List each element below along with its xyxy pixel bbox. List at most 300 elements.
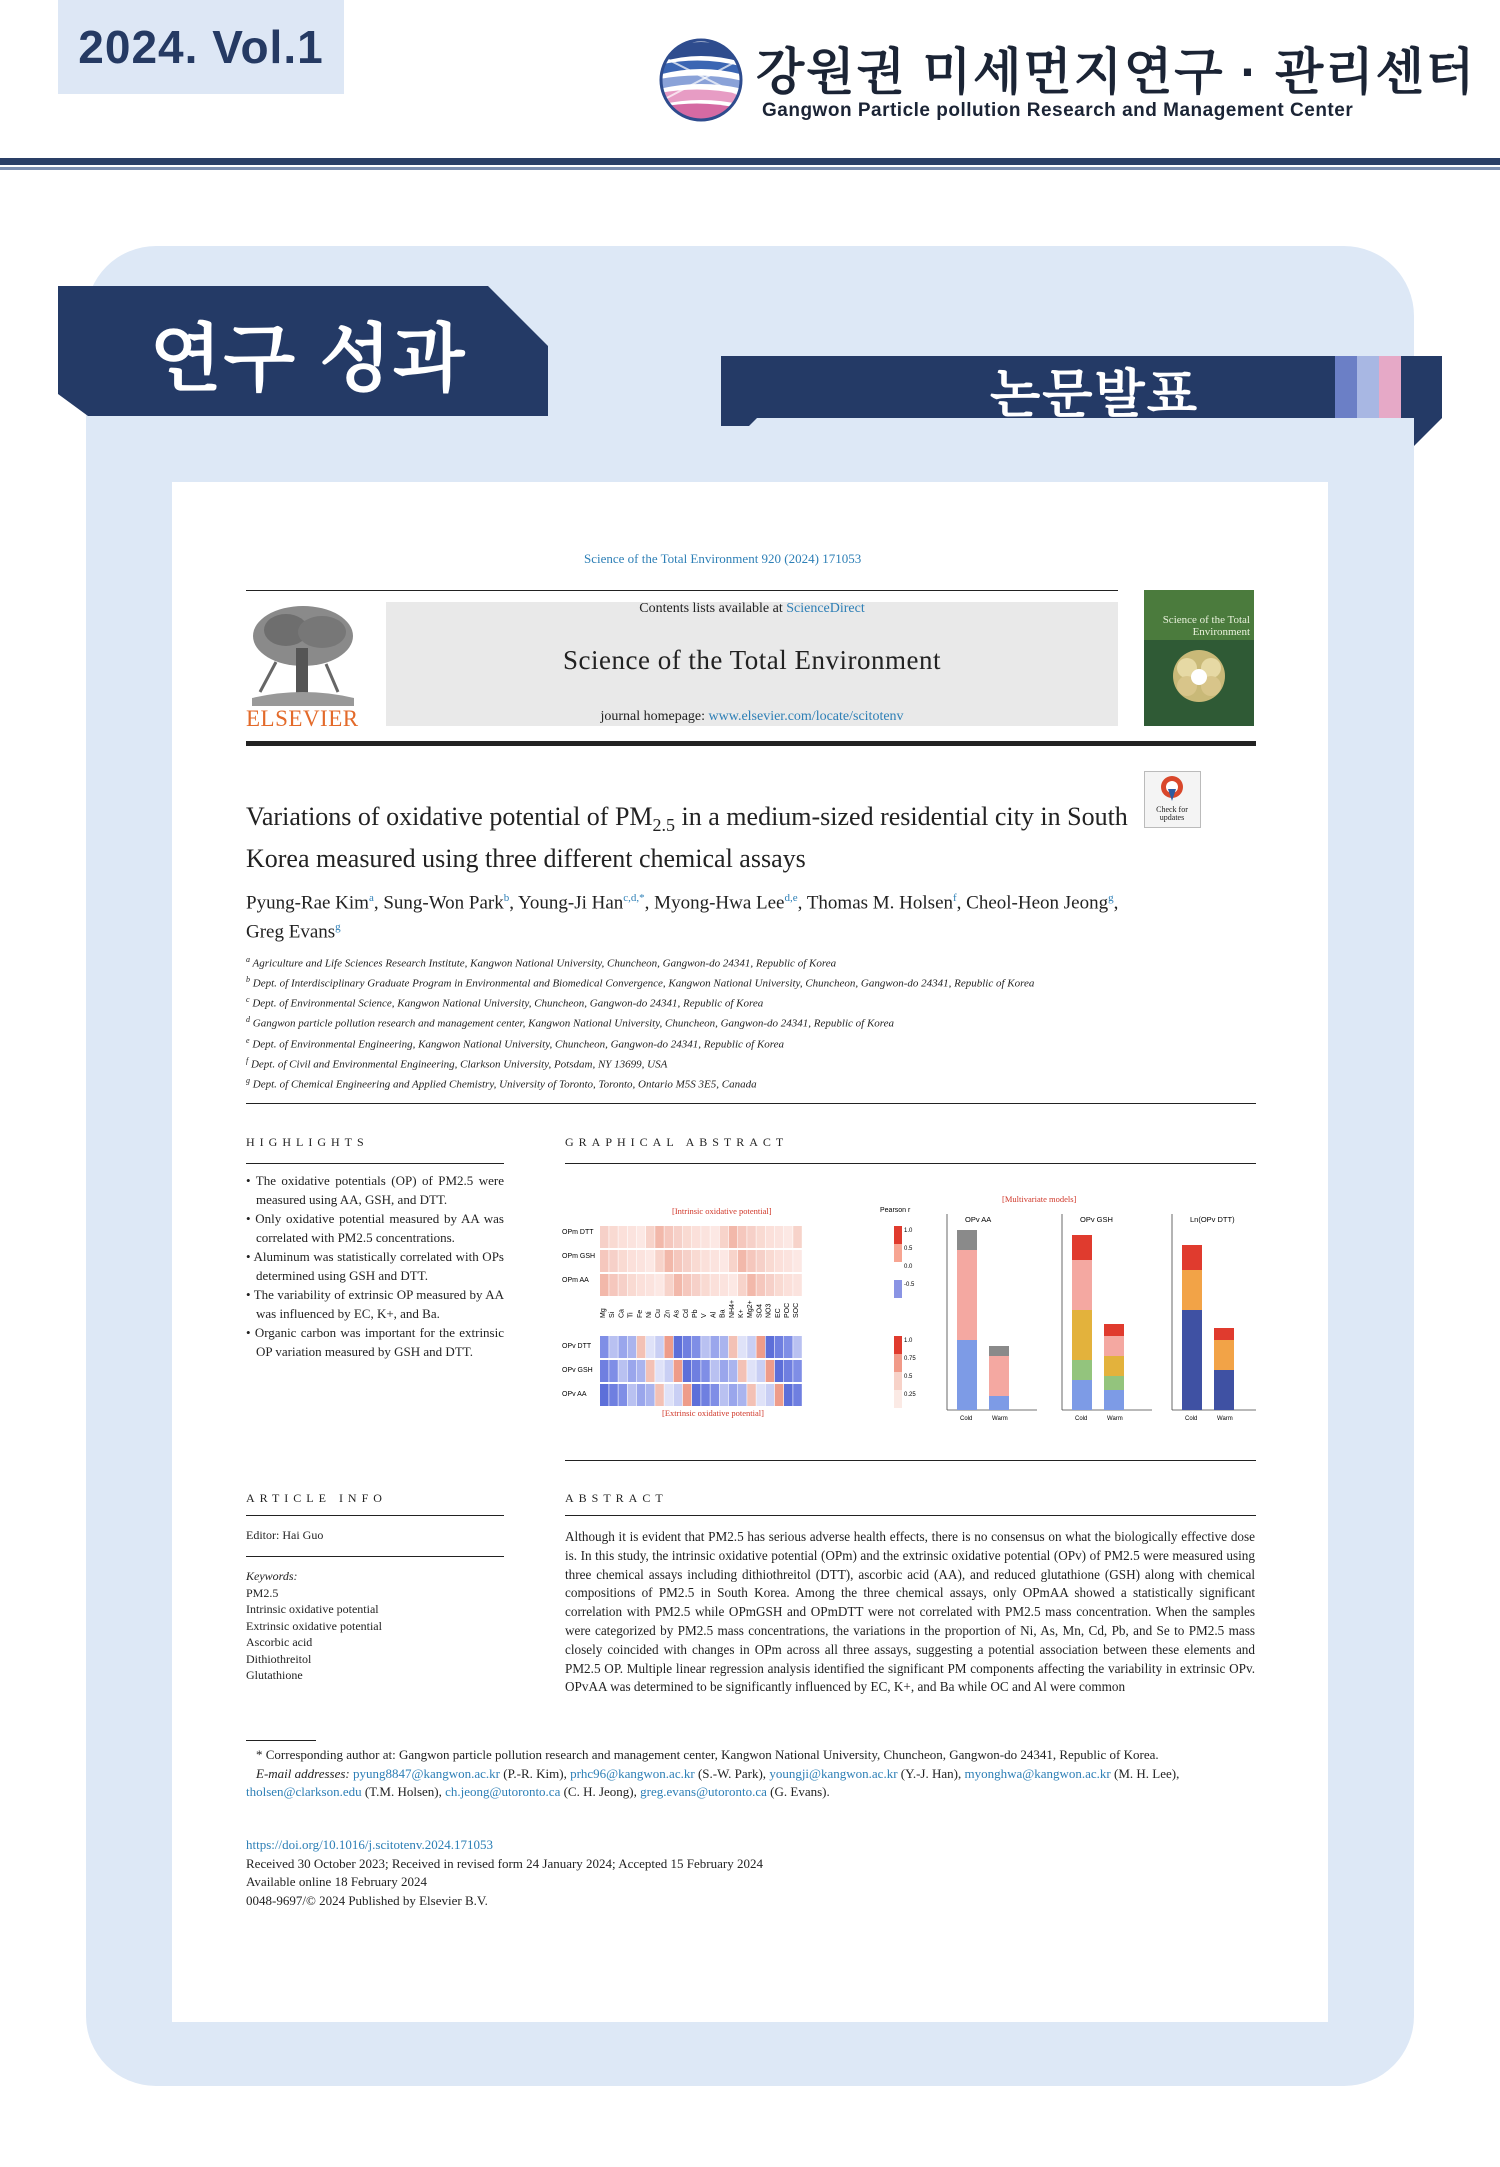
season-label: Warm (992, 1416, 1008, 1422)
heatmap-cell (729, 1274, 738, 1296)
heatmap-cell (793, 1250, 802, 1272)
color-scale-label: 1.0 (904, 1228, 913, 1234)
color-scale-step (894, 1390, 902, 1408)
homepage-prefix: journal homepage: (600, 709, 709, 724)
heatmap-cell (729, 1226, 738, 1248)
heatmap-cell (646, 1336, 655, 1358)
species-label: Zn (664, 1309, 672, 1318)
heatmap-row-label: OPm AA (562, 1277, 589, 1284)
heatmap-cell (701, 1226, 710, 1248)
heatmap-cell (655, 1384, 664, 1406)
heatmap-cell (600, 1226, 609, 1248)
heatmap-cell (793, 1274, 802, 1296)
model-panel-title: Ln(OPv DTT) (1190, 1215, 1235, 1224)
species-label: Mg (600, 1308, 607, 1318)
heatmap-cell (674, 1384, 683, 1406)
heatmap-cell (775, 1226, 784, 1248)
heatmap-cell (701, 1274, 710, 1296)
heatmap-row-label: OPv GSH (562, 1367, 593, 1374)
heatmap-cell (692, 1274, 701, 1296)
author-affiliation-mark: f (953, 892, 957, 904)
species-label: K+ (738, 1309, 745, 1318)
species-label: Cu (655, 1309, 663, 1318)
title-part2: in a medium-sized residential city in South Korea measured using three different chemical assays (246, 802, 1128, 874)
heatmap-cell (729, 1336, 738, 1358)
color-scale-label: 0.25 (904, 1392, 916, 1398)
title-subscript: 2.5 (652, 815, 676, 836)
heatmap-cell (793, 1384, 802, 1406)
heatmap-cell (738, 1226, 747, 1248)
affiliation-key: c (246, 995, 250, 1005)
color-scale-label: 1.0 (904, 1338, 913, 1344)
sciencedirect-link[interactable]: ScienceDirect (786, 601, 865, 616)
heatmap-cell (747, 1384, 756, 1406)
section-tab-title: 연구 성과 (150, 317, 467, 400)
heatmap-cell (775, 1250, 784, 1272)
publisher-name: ELSEVIER (246, 706, 359, 731)
heatmap-cell (692, 1360, 701, 1382)
color-scale-step (894, 1244, 902, 1262)
elsevier-tree-icon (246, 602, 360, 706)
affiliation-item (246, 992, 1126, 1012)
footnote-rule (246, 1740, 316, 1741)
affiliation-item (246, 1053, 1126, 1073)
model-bar-segment (1214, 1340, 1234, 1370)
heatmap-cell (628, 1384, 637, 1406)
heatmap-cell (738, 1384, 747, 1406)
heatmap-row-label: OPm DTT (562, 1229, 594, 1236)
model-bar-segment (1104, 1376, 1124, 1390)
heatmap-cell (729, 1250, 738, 1272)
model-bar-segment (1104, 1336, 1124, 1356)
heatmap-cell (655, 1336, 664, 1358)
keywords-block (246, 1568, 382, 1684)
heatmap-cell (720, 1384, 729, 1406)
email-link[interactable]: myonghwa@kangwon.ac.kr (964, 1765, 1111, 1781)
contents-line (386, 601, 1118, 617)
heatmap-cell (637, 1226, 646, 1248)
author-affiliation-mark: g (1108, 892, 1114, 904)
affiliation-item (246, 1012, 1126, 1032)
affiliation-text: Dept. of Civil and Environmental Engineering, Clarkson University, Potsdam, NY 13699, USA (248, 1058, 668, 1071)
article-title (246, 800, 1166, 875)
author-name: Sung-Won Park (383, 892, 504, 914)
heatmap-cell (701, 1384, 710, 1406)
heatmap-cell (747, 1336, 756, 1358)
editor-line: Editor: Hai Guo (246, 1528, 324, 1542)
author-list: Pyung-Rae Kim$^a$, Sung-Won Park$^b$, Young-Ji Han$^{c,d,*}$, Myong-Hwa Lee$^{d,e}$, Thomas M. Holsen$^f$, Cheol-Heon Jeong$^g$, Greg Evans$^g$ (246, 892, 1119, 943)
heatmap-cell (729, 1384, 738, 1406)
heatmap-cell (756, 1250, 765, 1272)
affiliation-key: e (246, 1035, 250, 1045)
email-owner: (T.M. Holsen), (361, 1784, 446, 1799)
affiliation-item (246, 952, 1126, 972)
model-bar-segment (1072, 1380, 1092, 1410)
model-bar-segment (1104, 1324, 1124, 1336)
heatmap-cell (766, 1274, 775, 1296)
graphical-abstract-bottom-rule (565, 1460, 1256, 1461)
article-info-heading: ARTICLE INFO (246, 1491, 387, 1505)
heatmap-cell (637, 1360, 646, 1382)
bookmark-icon (1160, 775, 1184, 803)
heatmap-cell (674, 1226, 683, 1248)
email-owner: (M. H. Lee), (1110, 1765, 1180, 1781)
species-label: POC (784, 1302, 791, 1318)
heatmap-cell (720, 1226, 729, 1248)
pearson-label: Pearson r (880, 1207, 911, 1214)
volume-badge: 2024. Vol.1 (58, 0, 344, 94)
email-link[interactable]: youngji@kangwon.ac.kr (769, 1765, 898, 1781)
heatmap-cell (646, 1226, 655, 1248)
heatmap-cell (710, 1360, 719, 1382)
heatmap-cell (720, 1336, 729, 1358)
center-subtitle: Gangwon Particle pollution Research and Management Center (762, 100, 1354, 121)
author-name: Pyung-Rae Kim (246, 892, 369, 914)
heatmap-cell (756, 1274, 765, 1296)
color-scale-step (894, 1336, 902, 1354)
author-affiliation-mark: b (503, 892, 510, 904)
heatmap-cell (674, 1250, 683, 1272)
author-name: Young-Ji Han (518, 892, 624, 914)
heatmap-cell (747, 1250, 756, 1272)
species-label: Si (609, 1311, 617, 1318)
affiliation-text: Agriculture and Life Sciences Research Institute, Kangwon National University, Chuncheon, Gangwon-do 24341, Republic of Korea (250, 957, 837, 970)
heatmap-cell (664, 1250, 673, 1272)
heatmap-cell (683, 1274, 692, 1296)
journal-title: Science of the Total Environment (562, 645, 941, 675)
heatmap-cell (618, 1336, 627, 1358)
affiliation-text: Dept. of Chemical Engineering and Applied Chemistry, University of Toronto, Toronto, Ontario M5S 3E5, Canada (250, 1078, 757, 1091)
author-affiliation-mark: a (368, 892, 374, 904)
heatmap-cell (710, 1336, 719, 1358)
heatmap-cell (628, 1250, 637, 1272)
doi-link[interactable]: https://doi.org/10.1016/j.scitotenv.2024.171053 (246, 1837, 493, 1852)
affiliation-text: Dept. of Interdisciplinary Graduate Program in Environmental and Biomedical Convergence, Kangwon National University, Chuncheon, Gangwon-do 24341, Republic of Korea (250, 977, 1035, 990)
heatmap-cell (701, 1360, 710, 1382)
heatmap-cell (710, 1250, 719, 1272)
heatmap-cell (683, 1384, 692, 1406)
species-label: Mg2+ (747, 1300, 755, 1318)
heatmap-cell (683, 1360, 692, 1382)
heatmap-cell (600, 1336, 609, 1358)
email-link[interactable]: pyung8847@kangwon.ac.kr (353, 1765, 501, 1781)
model-bar-segment (1182, 1270, 1202, 1310)
model-panel-title: OPv AA (965, 1215, 992, 1224)
color-scale-step (894, 1354, 902, 1372)
season-label: Cold (1075, 1416, 1088, 1422)
model-bar-segment (957, 1250, 977, 1340)
heatmap-cell (664, 1336, 673, 1358)
heatmap-cell (747, 1274, 756, 1296)
author-name: Myong-Hwa Lee (654, 892, 785, 914)
heatmap-cell (756, 1360, 765, 1382)
multivariate-label: [Multivariate models] (1002, 1194, 1077, 1204)
publication-info (246, 1836, 1246, 1910)
heatmap-cell (655, 1274, 664, 1296)
model-bar-segment (1182, 1245, 1202, 1270)
heatmap-cell (766, 1250, 775, 1272)
highlight-item: • Aluminum was statistically correlated with OPs determined using GSH and DTT. (246, 1249, 504, 1283)
highlights-heading: HIGHLIGHTS (246, 1135, 369, 1149)
heatmap-cell (664, 1360, 673, 1382)
season-label: Cold (960, 1416, 973, 1422)
author-affiliation-mark: d,e (784, 892, 798, 904)
heatmap-cell (710, 1384, 719, 1406)
heatmap-cell (710, 1274, 719, 1296)
heatmap-cell (664, 1274, 673, 1296)
species-label: As (673, 1309, 681, 1318)
author-affiliation-mark: c,d,* (623, 892, 645, 904)
heatmap-cell (683, 1226, 692, 1248)
heatmap-cell (766, 1336, 775, 1358)
heatmap-cell (637, 1250, 646, 1272)
heatmap-cell (710, 1226, 719, 1248)
color-scale-label: 0.5 (904, 1374, 913, 1380)
intrinsic-op-label: [Intrinsic oxidative potential] (672, 1206, 772, 1216)
heatmap-cell (692, 1336, 701, 1358)
heatmap-cell (738, 1336, 747, 1358)
heatmap-cell (683, 1250, 692, 1272)
heatmap-cell (600, 1274, 609, 1296)
affiliation-rule (246, 1103, 1256, 1104)
model-bar-segment (1072, 1260, 1092, 1310)
model-bar-segment (1072, 1310, 1092, 1360)
heatmap-cell (756, 1336, 765, 1358)
corresponding-author: * Corresponding author at: Gangwon particle pollution research and management center, Kangwon National University, Chuncheon, Gangwon-do 24341, Republic of Korea. (256, 1747, 1159, 1762)
color-scale-step (894, 1280, 902, 1298)
species-label: NH4+ (728, 1299, 736, 1318)
species-label: Ca (618, 1309, 626, 1318)
email-owner: (Y.-J. Han), (897, 1765, 965, 1781)
heatmap-cell (664, 1226, 673, 1248)
heatmap-row-label: OPv AA (562, 1391, 587, 1398)
affiliation-list (246, 952, 1126, 1093)
email-owner: (G. Evans). (766, 1784, 830, 1799)
heatmap-cell (646, 1384, 655, 1406)
heatmap-cell (720, 1274, 729, 1296)
heatmap-cell (775, 1360, 784, 1382)
heatmap-cell (609, 1336, 618, 1358)
affiliation-text: Dept. of Environmental Engineering, Kangwon National University, Chuncheon, Gangwon-do 24341, Republic of Korea (249, 1038, 785, 1051)
highlight-item: • Only oxidative potential measured by AA was correlated with PM2.5 concentrations. (246, 1211, 504, 1245)
heatmap-cell (609, 1274, 618, 1296)
email-owner: (S.-W. Park), (694, 1765, 770, 1781)
model-bar-segment (1104, 1390, 1124, 1410)
graphical-abstract-rule (565, 1163, 1256, 1164)
heatmap-cell (600, 1360, 609, 1382)
highlights-rule (246, 1163, 504, 1164)
color-scale-label: 0.0 (904, 1264, 913, 1270)
email-label: E-mail addresses: (256, 1765, 354, 1781)
email-link[interactable]: greg.evans@utoronto.ca (640, 1784, 767, 1799)
email-link[interactable]: prhc96@kangwon.ac.kr (570, 1765, 695, 1781)
title-part1: Variations of oxidative potential of PM (246, 802, 653, 831)
email-link[interactable]: ch.jeong@utoronto.ca (445, 1784, 561, 1799)
affiliation-item (246, 972, 1126, 992)
heatmap-cell (646, 1250, 655, 1272)
available-online: Available online 18 February 2024 (246, 1874, 427, 1889)
journal-citation[interactable]: Science of the Total Environment 920 (2024) 171053 (584, 551, 862, 566)
header-divider-thin (0, 167, 1500, 170)
species-label: Cd (682, 1309, 690, 1318)
affiliation-key: a (246, 955, 250, 964)
article-info-rule (246, 1515, 504, 1516)
color-scale-step (894, 1372, 902, 1390)
species-label: Fe (636, 1309, 644, 1318)
email-link[interactable]: tholsen@clarkson.edu (246, 1784, 362, 1799)
keywords-label: Keywords: (246, 1569, 298, 1583)
email-addresses (246, 1765, 1256, 1802)
contents-prefix: Contents lists available at (639, 601, 787, 616)
heatmap-cell (683, 1336, 692, 1358)
heatmap-cell (646, 1274, 655, 1296)
check-updates-label: Check for updates (1156, 805, 1188, 822)
center-logo-icon (655, 36, 747, 124)
model-bar-segment (1072, 1360, 1092, 1380)
species-label: Al (710, 1311, 718, 1318)
abstract-heading: ABSTRACT (565, 1491, 668, 1505)
received-dates: Received 30 October 2023; Received in revised form 24 January 2024; Accepted 15 February 2024 (246, 1855, 763, 1871)
model-bar-segment (957, 1230, 977, 1250)
abstract-text: Although it is evident that PM2.5 has serious adverse health effects, there is no consensus on what the biologically effective dose is. In this study, the intrinsic oxidative potential (OPm) and the extrinsic oxidative potential (OPv) of PM2.5 were measured using three chemical assays including dithiothreitol (DTT), ascorbic acid (AA), and reduced glutathione (GSH) along with chemical compositions of PM2.5 in South Korea. Among the three chemical assays, only OPmAA showed a statistically significant correlation with PM2.5 while OPmGSH and OPmDTT were not correlated with PM2.5 mass concentration. When the samples were categorized by PM2.5 mass concentrations, the variations in the proportion of Ni, As, Mn, Cd, Pb, and Se to PM2.5 mass closely coincided with changes in OPm across all three assays, suggesting a potential association between these elements and PM2.5 OP. Multiple linear regression analysis identified the significant PM components affecting the variability in extrinsic OPv. OPvAA was determined to be significantly influenced by EC, K+, and Ba while OC and Al were common (565, 1529, 1255, 1695)
heatmap-cell (655, 1360, 664, 1382)
highlight-item: • Organic carbon was important for the extrinsic OP variation measured by GSH and DTT. (246, 1325, 504, 1359)
heatmap-cell (609, 1226, 618, 1248)
heatmap-cell (775, 1384, 784, 1406)
affiliation-text: Dept. of Environmental Science, Kangwon National University, Chuncheon, Gangwon-do 24341, Republic of Korea (249, 997, 764, 1010)
heatmap-cell (637, 1274, 646, 1296)
heatmap-cell (747, 1360, 756, 1382)
heatmap-cell (720, 1360, 729, 1382)
heatmap-cell (738, 1360, 747, 1382)
heatmap-cell (674, 1274, 683, 1296)
heatmap-cell (618, 1384, 627, 1406)
heatmap-cell (784, 1384, 793, 1406)
color-scale-label: 0.75 (904, 1356, 916, 1362)
highlights-list (246, 1172, 504, 1362)
heatmap-cell (720, 1250, 729, 1272)
color-scale-step (894, 1262, 902, 1280)
species-label: SO4 (756, 1303, 764, 1318)
affiliation-key: g (246, 1075, 250, 1085)
homepage-link[interactable]: www.elsevier.com/locate/scitotenv (708, 709, 904, 724)
highlight-item: • The oxidative potentials (OP) of PM2.5 were measured using AA, GSH, and DTT. (246, 1173, 504, 1207)
heatmap-cell (655, 1226, 664, 1248)
heatmap-cell (664, 1384, 673, 1406)
email-owner: (P.-R. Kim), (500, 1765, 571, 1781)
keyword-item: PM2.5 (246, 1585, 279, 1600)
heatmap-cell (766, 1384, 775, 1406)
heatmap-cell (637, 1384, 646, 1406)
header-divider (0, 158, 1500, 165)
model-bar-segment (1214, 1328, 1234, 1340)
issn-line: 0048-9697/© 2024 Published by Elsevier B.V. (246, 1892, 488, 1908)
heatmap-cell (756, 1384, 765, 1406)
heatmap-row-label: OPm GSH (562, 1253, 596, 1260)
heatmap-cell (609, 1384, 618, 1406)
heatmap-cell (738, 1250, 747, 1272)
heatmap-cell (674, 1336, 683, 1358)
season-label: Warm (1217, 1416, 1233, 1422)
citation-rule (246, 590, 1118, 591)
model-bar-segment (989, 1356, 1009, 1396)
highlight-item: • The variability of extrinsic OP measured by AA was influenced by EC, K+, and Ba. (246, 1287, 504, 1321)
model-bar-segment (1182, 1310, 1202, 1410)
email-owner: (C. H. Jeong), (560, 1784, 641, 1799)
heatmap-cell (618, 1250, 627, 1272)
masthead-rule (246, 741, 1256, 746)
heatmap-cell (618, 1360, 627, 1382)
heatmap-cell (692, 1250, 701, 1272)
affiliation-key: f (246, 1055, 249, 1065)
heatmap-cell (784, 1226, 793, 1248)
keyword-item: Ascorbic acid (246, 1635, 313, 1649)
heatmap-cell (784, 1360, 793, 1382)
graphical-abstract-figure (562, 1168, 1256, 1430)
heatmap-cell (618, 1226, 627, 1248)
heatmap-cell (655, 1250, 664, 1272)
affiliation-text: Gangwon particle pollution research and management center, Kangwon National University, Chuncheon, Gangwon-do 24341, Republic of Korea (250, 1018, 895, 1031)
heatmap-cell (738, 1274, 747, 1296)
heatmap-cell (793, 1226, 802, 1248)
affiliation-item (246, 1073, 1126, 1093)
heatmap-cell (628, 1274, 637, 1296)
heatmap-cell (674, 1360, 683, 1382)
model-bar-segment (989, 1396, 1009, 1410)
species-label: NO3 (765, 1303, 773, 1318)
heatmap-cell (756, 1226, 765, 1248)
heatmap-cell (784, 1274, 793, 1296)
model-bar-segment (989, 1346, 1009, 1356)
extrinsic-op-label: [Extrinsic oxidative potential] (662, 1408, 764, 1418)
affiliation-key: d (246, 1015, 250, 1025)
keywords-rule (246, 1556, 504, 1557)
heatmap-cell (628, 1226, 637, 1248)
model-bar-segment (957, 1340, 977, 1410)
heatmap-cell (600, 1250, 609, 1272)
keyword-item: Glutathione (246, 1668, 303, 1682)
heatmap-cell (775, 1336, 784, 1358)
center-name: 강원권 미세먼지연구 · 관리센터 (756, 44, 1477, 100)
heatmap-cell (793, 1336, 802, 1358)
heatmap-cell (628, 1360, 637, 1382)
heatmap-cell (637, 1336, 646, 1358)
heatmap-cell (692, 1384, 701, 1406)
species-label: Ni (646, 1311, 653, 1318)
keywords-list (246, 1585, 382, 1684)
model-bar-segment (1214, 1370, 1234, 1410)
heatmap-cell (609, 1250, 618, 1272)
species-label: Ti (627, 1312, 635, 1318)
footnote-block (246, 1746, 1256, 1802)
heatmap-cell (609, 1360, 618, 1382)
affiliation-key: b (246, 975, 250, 985)
color-scale-label: 0.5 (904, 1246, 913, 1252)
season-label: Cold (1185, 1416, 1198, 1422)
model-bar-segment (1104, 1356, 1124, 1376)
heatmap-cell (701, 1336, 710, 1358)
heatmap-cell (747, 1226, 756, 1248)
subsection-title: 논문발표 (990, 366, 1199, 424)
affiliation-item (246, 1033, 1126, 1053)
abstract-rule (565, 1515, 1256, 1516)
heatmap-cell (628, 1336, 637, 1358)
color-scale-step (894, 1226, 902, 1244)
heatmap-cell (701, 1250, 710, 1272)
species-label: EC (774, 1308, 782, 1318)
author-affiliation-mark: g (335, 921, 341, 934)
season-label: Warm (1107, 1416, 1123, 1422)
